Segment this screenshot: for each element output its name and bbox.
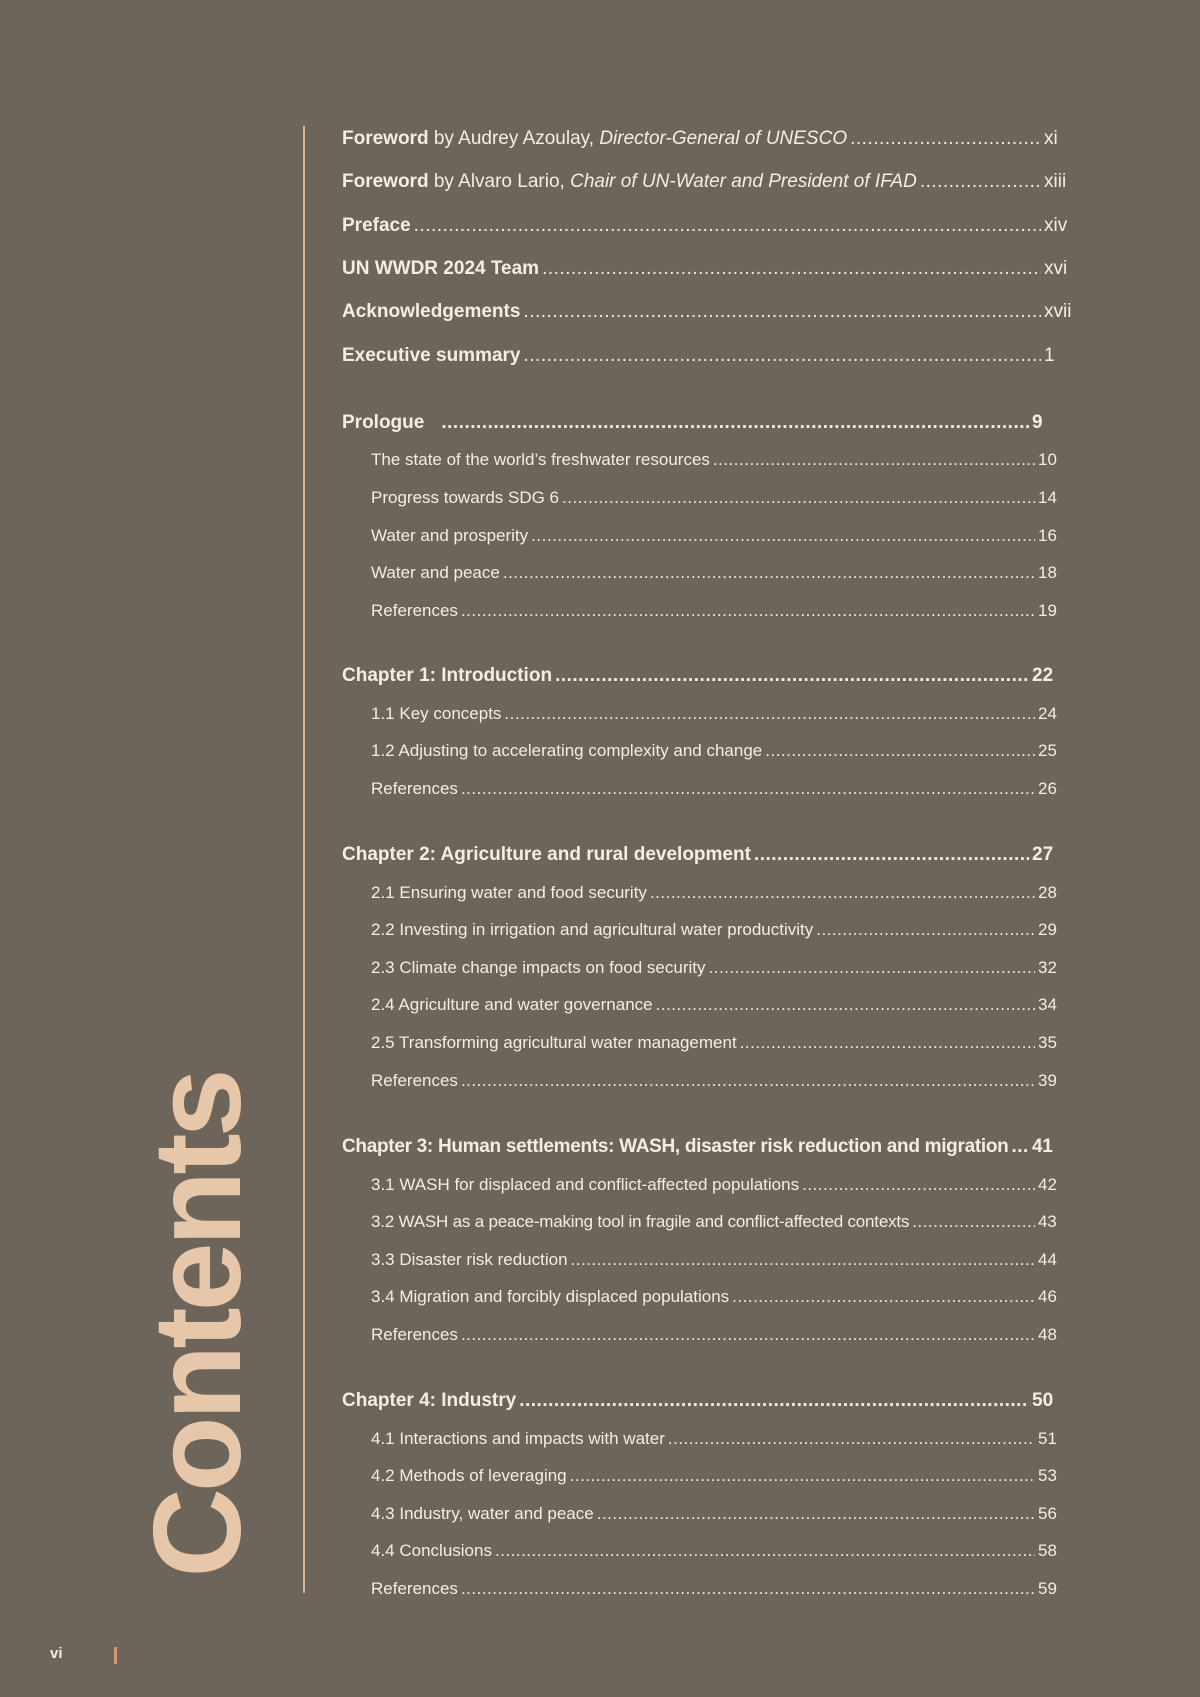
toc-entry-acknowledgements[interactable]	[342, 301, 1074, 325]
dot-leader	[754, 844, 1029, 866]
toc-page-number: xiv	[1044, 215, 1068, 236]
toc-entry-title: UN WWDR 2024 Team	[342, 258, 540, 279]
toc-sub-entry[interactable]: References ..... 48	[371, 1325, 1062, 1349]
dot-leader	[523, 301, 1041, 323]
dot-leader	[1011, 1136, 1029, 1158]
page-title: Contents	[128, 1072, 267, 1578]
toc-entry-foreword-unwater[interactable]	[342, 171, 1074, 195]
toc-page-number: 27	[1032, 844, 1054, 865]
toc-sub-entry[interactable]: 2.2 Investing in irrigation and agricultural water productivity ..... 29	[371, 920, 1062, 944]
toc-sub-entry[interactable]: Water and peace ..... 18	[371, 563, 1062, 587]
toc-entry-title: Executive summary	[342, 345, 521, 366]
dot-leader	[542, 258, 1041, 280]
toc-sub-entry[interactable]: References ..... 39	[371, 1071, 1062, 1095]
vertical-rule	[303, 126, 305, 1593]
toc-sub-entry[interactable]: The state of the world’s freshwater resources ..... 10	[371, 450, 1062, 474]
toc-sub-entry[interactable]: 3.1 WASH for displaced and conflict-affected populations ..... 42	[371, 1175, 1062, 1199]
toc-chapter-title: Prologue	[342, 412, 425, 433]
toc-sub-entry[interactable]: Progress towards SDG 6 ..... 14	[371, 488, 1062, 512]
toc-entry-title: Preface	[342, 215, 411, 236]
toc-page-number: xi	[1044, 128, 1058, 149]
dot-leader	[524, 345, 1042, 367]
dot-leader	[850, 128, 1041, 150]
toc-sub-entry[interactable]: References ..... 19	[371, 601, 1062, 625]
toc-entry-title: Acknowledgements	[342, 301, 521, 322]
toc-chapter-prologue[interactable]	[342, 412, 1062, 436]
toc-sub-entry[interactable]: 4.1 Interactions and impacts with water ..... 51	[371, 1429, 1062, 1453]
toc-page-number: 41	[1032, 1136, 1053, 1157]
dot-leader	[441, 412, 1029, 434]
toc-sub-entry[interactable]: 4.3 Industry, water and peace ..... 56	[371, 1504, 1062, 1528]
toc-chapter-3[interactable]	[342, 1136, 1062, 1160]
toc-sub-entry[interactable]: 4.2 Methods of leveraging ..... 53	[371, 1466, 1062, 1490]
dot-leader	[519, 1390, 1029, 1412]
toc-page-number: xvi	[1044, 258, 1068, 279]
toc-chapter-title: Chapter 2: Agriculture and rural development	[342, 844, 751, 865]
toc-sub-entry[interactable]: 4.4 Conclusions ..... 58	[371, 1541, 1062, 1565]
toc-page-number: 50	[1032, 1390, 1054, 1411]
toc-entry-preface[interactable]	[342, 215, 1074, 239]
toc-sub-entry[interactable]: 1.1 Key concepts ..... 24	[371, 704, 1062, 728]
toc-page-number: xvii	[1044, 301, 1072, 322]
toc-entry-team[interactable]	[342, 258, 1074, 282]
toc-sub-entry[interactable]: 2.5 Transforming agricultural water management ..... 35	[371, 1033, 1062, 1057]
toc-chapter-title: Chapter 3: Human settlements: WASH, disaster risk reduction and migration	[342, 1136, 1009, 1157]
toc-entry-title: Foreword by Alvaro Lario, Chair of UN-Water and President of IFAD	[342, 171, 917, 192]
toc-page-number: 1	[1044, 345, 1055, 366]
toc-sub-entry[interactable]: 2.1 Ensuring water and food security ..... 28	[371, 883, 1062, 907]
toc-chapter-1[interactable]	[342, 665, 1062, 689]
dot-leader	[414, 215, 1041, 237]
toc-chapter-title: Chapter 1: Introduction	[342, 665, 553, 686]
toc-page-number: xiii	[1044, 171, 1067, 192]
toc-chapter-4[interactable]	[342, 1390, 1062, 1414]
page-number-folio: vi	[50, 1645, 63, 1662]
toc-sub-entry[interactable]: 2.4 Agriculture and water governance ..... 34	[371, 995, 1062, 1019]
toc-entry-executive-summary[interactable]	[342, 345, 1074, 369]
toc-sub-entry[interactable]: References ..... 26	[371, 779, 1062, 803]
toc-sub-entry[interactable]: 3.3 Disaster risk reduction ..... 44	[371, 1250, 1062, 1274]
dot-leader	[555, 665, 1029, 687]
toc-sub-entry[interactable]: 3.4 Migration and forcibly displaced populations ..... 46	[371, 1287, 1062, 1311]
toc-sub-entry[interactable]: 1.2 Adjusting to accelerating complexity and change ..... 25	[371, 741, 1062, 765]
toc-sub-entry[interactable]: Water and prosperity ..... 16	[371, 526, 1062, 550]
toc-sub-entry[interactable]: 3.2 WASH as a peace-making tool in fragile and conflict-affected contexts ..... 43	[371, 1212, 1062, 1236]
page-title-vertical	[128, 1072, 267, 1578]
toc-chapter-title: Chapter 4: Industry	[342, 1390, 517, 1411]
toc-page-number: 9	[1032, 412, 1043, 433]
folio-accent-bar	[114, 1647, 117, 1664]
toc-entry-foreword-unesco[interactable]	[342, 128, 1074, 152]
toc-entry-title: Foreword by Audrey Azoulay, Director-General of UNESCO	[342, 128, 848, 149]
toc-sub-entry[interactable]: 2.3 Climate change impacts on food security ..... 32	[371, 958, 1062, 982]
toc-sub-entry[interactable]: References ..... 59	[371, 1579, 1062, 1603]
toc-page-number: 22	[1032, 665, 1054, 686]
toc-chapter-2[interactable]	[342, 844, 1062, 868]
dot-leader	[920, 171, 1041, 193]
